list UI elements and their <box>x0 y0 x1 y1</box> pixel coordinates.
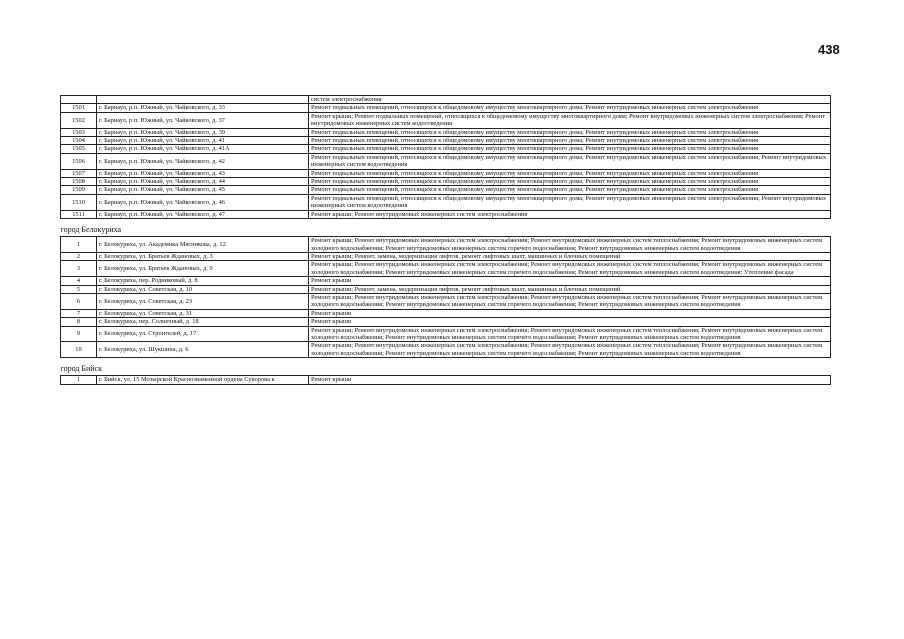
row-number: 1508 <box>61 178 97 186</box>
row-works: Ремонт подвальных помещений, относящихся к общедомовому имуществу многоквартирного дома; Ремонт внутридомовых инженерных систем электроснабжения <box>309 104 831 112</box>
table-row <box>61 326 831 342</box>
table-row <box>61 293 831 309</box>
table-row <box>61 210 831 218</box>
row-number: 2 <box>61 252 97 260</box>
repair-table <box>60 95 831 385</box>
row-number: 6 <box>61 293 97 309</box>
table-row <box>61 153 831 169</box>
row-number: 4 <box>61 277 97 285</box>
row-address: г. Барнаул, р.п. Южный, ул. Чайковского, д. 45 <box>97 186 309 194</box>
table-row <box>61 137 831 145</box>
row-address: г. Белокуриха, ул. Советская, д. 10 <box>97 285 309 293</box>
row-works: Ремонт крыши <box>309 318 831 326</box>
row-works: Ремонт подвальных помещений, относящихся к общедомовому имуществу многоквартирного дома; Ремонт внутридомовых инженерных систем электроснабжения; Ремонт внутридомовых инженерных систем водоотведения <box>309 153 831 169</box>
table-row <box>61 186 831 194</box>
row-works: Ремонт крыши; Ремонт внутридомовых инженерных систем электроснабжения <box>309 210 831 218</box>
row-address: г. Барнаул, р.п. Южный, ул. Чайковского, д. 33 <box>97 104 309 112</box>
row-works: Ремонт крыши; Ремонт внутридомовых инженерных систем электроснабжения; Ремонт внутридомовых инженерных систем теплоснабжения; Ремонт внутридомовых инженерных систем холодного водоснабжения; Ремонт внутридомовых инженерных систем горячего водоснабжения; Ремонт внутридомовых инженерных систем водоотведения <box>309 237 831 253</box>
row-number: 1502 <box>61 112 97 128</box>
row-address: г. Белокуриха, ул. Братьев Ждановых, д. 3 <box>97 252 309 260</box>
row-number: 1 <box>61 237 97 253</box>
row-works: Ремонт подвальных помещений, относящихся к общедомовому имуществу многоквартирного дома; Ремонт внутридомовых инженерных систем электроснабжения; Ремонт внутридомовых инженерных систем водоотведения <box>309 194 831 210</box>
table-row <box>61 194 831 210</box>
table-row <box>61 277 831 285</box>
row-address: г. Белокуриха, пер. Солнечный, д. 18 <box>97 318 309 326</box>
table-row <box>61 128 831 136</box>
row-works: Ремонт крыши; Ремонт, замена, модернизация лифтов, ремонт лифтовых шахт, машинных и блочных помещений <box>309 285 831 293</box>
row-address: г. Барнаул, р.п. Южный, ул. Чайковского, д. 46 <box>97 194 309 210</box>
page-number: 438 <box>818 42 840 57</box>
table-row <box>61 112 831 128</box>
row-works: Ремонт крыши; Ремонт внутридомовых инженерных систем электроснабжения; Ремонт внутридомовых инженерных систем теплоснабжения; Ремонт внутридомовых инженерных систем холодного водоснабжения; Ремонт внутридомовых инженерных систем горячего водоснабжения; Ремонт внутридомовых инженерных систем водоотведения; Утепление фасада <box>309 261 831 277</box>
row-works: Ремонт подвальных помещений, относящихся к общедомовому имуществу многоквартирного дома; Ремонт внутридомовых инженерных систем электроснабжения <box>309 186 831 194</box>
row-address: г. Барнаул, р.п. Южный, ул. Чайковского, д. 42 <box>97 153 309 169</box>
row-number: 9 <box>61 326 97 342</box>
row-number: 1510 <box>61 194 97 210</box>
row-address: г. Бийск, ул. 15 Мозырской Краснознаменной ордена Суворова к <box>97 376 309 384</box>
row-works: Ремонт подвальных помещений, относящихся к общедомовому имуществу многоквартирного дома; Ремонт внутридомовых инженерных систем электроснабжения <box>309 137 831 145</box>
row-address: г. Белокуриха, ул. Шукшина, д. 6 <box>97 342 309 358</box>
row-address: г. Белокуриха, ул. Академика Мясникова, д. 12 <box>97 237 309 253</box>
row-address: г. Белокуриха, ул. Советская, д. 23 <box>97 293 309 309</box>
table-row <box>61 104 831 112</box>
row-address: г. Барнаул, р.п. Южный, ул. Чайковского, д. 39 <box>97 128 309 136</box>
city-section-header <box>61 219 831 237</box>
row-number: 1504 <box>61 137 97 145</box>
row-number: 1503 <box>61 128 97 136</box>
table-row <box>61 145 831 153</box>
city-name: город Белокуриха <box>61 219 831 237</box>
row-works: Ремонт подвальных помещений, относящихся к общедомовому имуществу многоквартирного дома; Ремонт внутридомовых инженерных систем электроснабжения <box>309 145 831 153</box>
row-works: Ремонт подвальных помещений, относящихся к общедомовому имуществу многоквартирного дома; Ремонт внутридомовых инженерных систем электроснабжения <box>309 128 831 136</box>
row-address: г. Белокуриха, пер. Родниковый, д. 8 <box>97 277 309 285</box>
city-section-header <box>61 358 831 376</box>
row-works: Ремонт крыши; Ремонт внутридомовых инженерных систем электроснабжения; Ремонт внутридомовых инженерных систем теплоснабжения; Ремонт внутридомовых инженерных систем холодного водоснабжения; Ремонт внутридомовых инженерных систем горячего водоснабжения; Ремонт внутридомовых инженерных систем водоотведения <box>309 326 831 342</box>
table-row <box>61 309 831 317</box>
table-row <box>61 318 831 326</box>
table-row <box>61 261 831 277</box>
row-number: 1506 <box>61 153 97 169</box>
row-number: 1509 <box>61 186 97 194</box>
row-works: Ремонт подвальных помещений, относящихся к общедомовому имуществу многоквартирного дома; Ремонт внутридомовых инженерных систем электроснабжения <box>309 178 831 186</box>
table-row <box>61 237 831 253</box>
row-works: Ремонт крыши; Ремонт подвальных помещений, относящихся к общедомовому имуществу многоквартирного дома; Ремонт внутридомовых инженерных систем электроснабжения; Ремонт внутридомовых инженерных систем водоотведения <box>309 112 831 128</box>
row-address: г. Барнаул, р.п. Южный, ул. Чайковского, д. 44 <box>97 178 309 186</box>
row-works: Ремонт крыши; Ремонт, замена, модернизация лифтов, ремонт лифтовых шахт, машинных и блочных помещений <box>309 252 831 260</box>
row-number <box>61 96 97 104</box>
row-address: г. Барнаул, р.п. Южный, ул. Чайковского, д. 47 <box>97 210 309 218</box>
row-works: систем электроснабжения <box>309 96 831 104</box>
row-number: 1511 <box>61 210 97 218</box>
table-row <box>61 342 831 358</box>
table-row <box>61 285 831 293</box>
row-number: 1501 <box>61 104 97 112</box>
row-address: г. Белокуриха, ул. Советская, д. 31 <box>97 309 309 317</box>
row-address: г. Белокуриха, ул. Братьев Ждановых, д. 9 <box>97 261 309 277</box>
row-number: 3 <box>61 261 97 277</box>
row-number: 1505 <box>61 145 97 153</box>
table-row <box>61 376 831 384</box>
row-works: Ремонт подвальных помещений, относящихся к общедомовому имуществу многоквартирного дома; Ремонт внутридомовых инженерных систем электроснабжения <box>309 169 831 177</box>
table-row-fragment <box>61 96 831 104</box>
row-works: Ремонт крыши; Ремонт внутридомовых инженерных систем электроснабжения; Ремонт внутридомовых инженерных систем теплоснабжения; Ремонт внутридомовых инженерных систем холодного водоснабжения; Ремонт внутридомовых инженерных систем горячего водоснабжения; Ремонт внутридомовых инженерных систем водоотведения <box>309 293 831 309</box>
table-row <box>61 178 831 186</box>
row-works: Ремонт крыши <box>309 309 831 317</box>
row-number: 8 <box>61 318 97 326</box>
row-number: 10 <box>61 342 97 358</box>
row-address: г. Барнаул, р.п. Южный, ул. Чайковского, д. 41 <box>97 137 309 145</box>
table-row <box>61 169 831 177</box>
row-number: 1 <box>61 376 97 384</box>
row-number: 7 <box>61 309 97 317</box>
row-address: г. Барнаул, р.п. Южный, ул. Чайковского, д. 37 <box>97 112 309 128</box>
city-name: город Бийск <box>61 358 831 376</box>
row-works: Ремонт крыши; Ремонт внутридомовых инженерных систем электроснабжения; Ремонт внутридомовых инженерных систем теплоснабжения; Ремонт внутридомовых инженерных систем холодного водоснабжения; Ремонт внутридомовых инженерных систем горячего водоснабжения; Ремонт внутридомовых инженерных систем водоотведения <box>309 342 831 358</box>
row-address: г. Барнаул, р.п. Южный, ул. Чайковского, д. 41А <box>97 145 309 153</box>
row-works: Ремонт крыши <box>309 376 831 384</box>
row-address: г. Белокуриха, ул. Строителей, д. 17 <box>97 326 309 342</box>
row-address: г. Барнаул, р.п. Южный, ул. Чайковского, д. 43 <box>97 169 309 177</box>
row-address <box>97 96 309 104</box>
row-number: 1507 <box>61 169 97 177</box>
document-body <box>60 95 830 385</box>
row-works: Ремонт крыши <box>309 277 831 285</box>
row-number: 5 <box>61 285 97 293</box>
table-row <box>61 252 831 260</box>
